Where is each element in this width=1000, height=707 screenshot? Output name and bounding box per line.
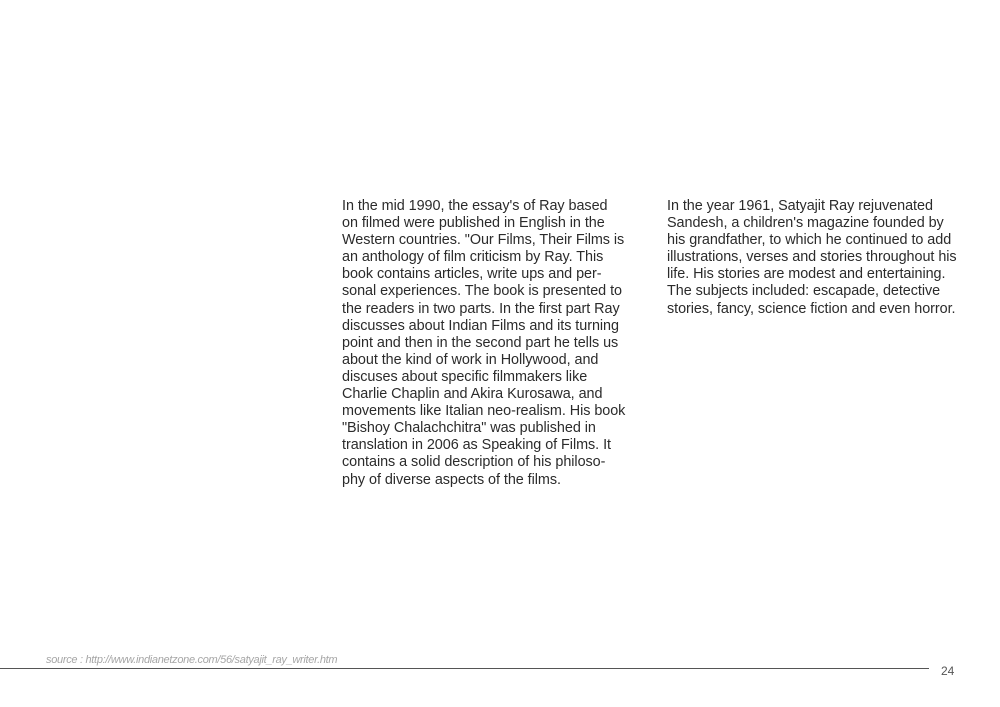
source-citation: source : http://www.indianetzone.com/56/satyajit_ray_writer.htm [46,654,338,666]
footer-divider [0,668,929,669]
body-text-right-column: In the year 1961, Satyajit Ray rejuvenated Sandesh, a children's magazine founded by his grandfather, to which he continued to add illustrations, verses and stories throughout his life. His stories are modest and entertaining. The subjects included: escapade, detective stories, fancy, science fiction and even horror. [667,198,957,317]
body-text-left-column: In the mid 1990, the essay's of Ray based on filmed were published in English in the Western countries. "Our Films, Their Films is an anthology of film criticism by Ray. This book contains articles, write ups and per- sonal experiences. The book is presented to the readers in two parts. In the first part Ray discusses about Indian Films and its turning point and then in the second part he tells us about the kind of work in Hollywood, and discuses about specific filmmakers like Charlie Chaplin and Akira Kurosawa, and movements like Italian neo-realism. His book "Bishoy Chalachchitra" was published in translation in 2006 as Speaking of Films. It contains a solid description of his philoso- phy of diverse aspects of the films. [342,198,626,488]
page-number: 24 [941,664,955,678]
